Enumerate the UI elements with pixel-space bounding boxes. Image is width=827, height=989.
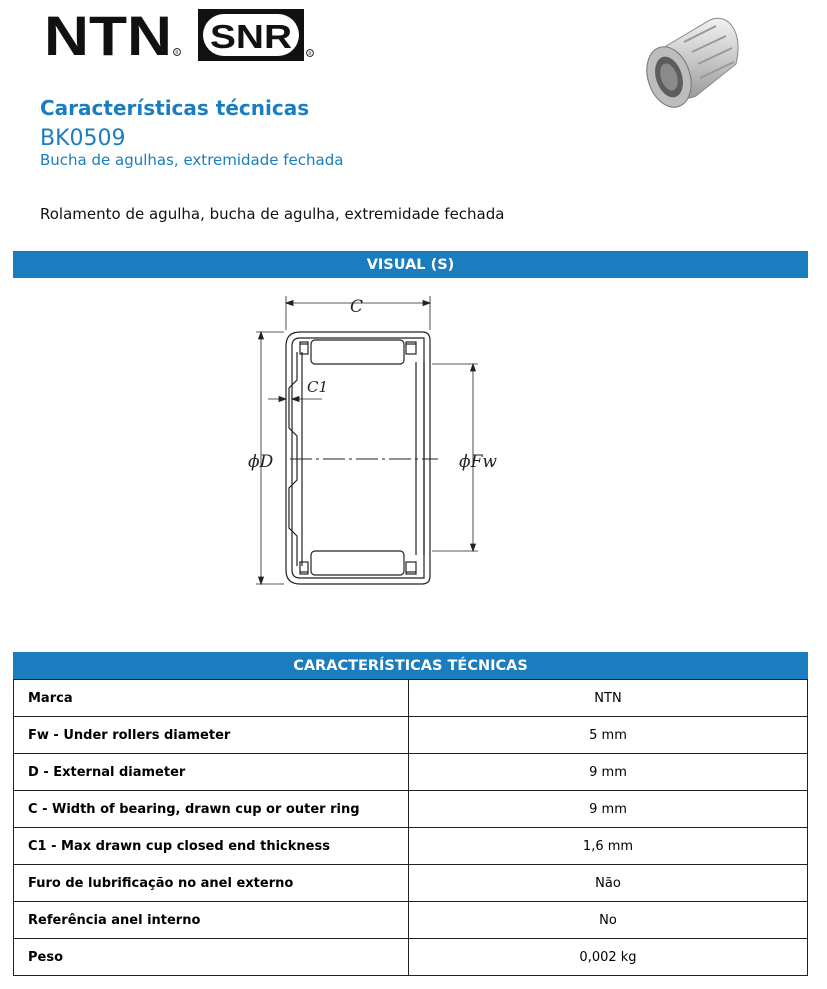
table-row — [14, 717, 808, 754]
spec-value: 5 mm — [409, 717, 808, 754]
svg-text:R: R — [175, 51, 179, 56]
product-subtitle: Bucha de agulhas, extremidade fechada — [40, 151, 344, 169]
table-row — [14, 902, 808, 939]
bearing-photo — [636, 12, 746, 114]
specs-section-header: CARACTERÍSTICAS TÉCNICAS — [13, 652, 808, 679]
ntn-logo — [44, 10, 182, 60]
spec-value: No — [409, 902, 808, 939]
spec-label: Peso — [14, 939, 409, 976]
dimension-fw-label: ϕFw — [459, 452, 497, 472]
table-row — [14, 939, 808, 976]
spec-value: 0,002 kg — [409, 939, 808, 976]
spec-value: 9 mm — [409, 754, 808, 791]
product-code: BK0509 — [40, 126, 126, 151]
product-description: Rolamento de agulha, bucha de agulha, extremidade fechada — [40, 205, 505, 223]
table-row — [14, 754, 808, 791]
page-title: Características técnicas — [40, 96, 310, 120]
spec-label: Marca — [14, 680, 409, 717]
spec-value: NTN — [409, 680, 808, 717]
spec-label: Referência anel interno — [14, 902, 409, 939]
snr-logo-text: SNR — [210, 18, 293, 55]
spec-label: C1 - Max drawn cup closed end thickness — [14, 828, 409, 865]
dimension-d-label: ϕD — [248, 452, 274, 472]
specs-table — [13, 679, 808, 976]
spec-label: Fw - Under rollers diameter — [14, 717, 409, 754]
spec-label: D - External diameter — [14, 754, 409, 791]
dimension-c-label: C — [350, 297, 364, 317]
table-row — [14, 791, 808, 828]
dimension-c1-label: C1 — [307, 378, 329, 396]
table-row — [14, 680, 808, 717]
snr-logo — [198, 9, 316, 61]
spec-label: C - Width of bearing, drawn cup or outer ring — [14, 791, 409, 828]
table-row — [14, 865, 808, 902]
svg-text:R: R — [308, 52, 312, 57]
spec-value: Não — [409, 865, 808, 902]
spec-value: 9 mm — [409, 791, 808, 828]
spec-label: Furo de lubrificação no anel externo — [14, 865, 409, 902]
ntn-logo-text: NTN — [44, 10, 172, 60]
spec-value: 1,6 mm — [409, 828, 808, 865]
bearing-technical-drawing — [240, 290, 510, 595]
table-row — [14, 828, 808, 865]
visual-section-header: VISUAL (S) — [13, 251, 808, 278]
